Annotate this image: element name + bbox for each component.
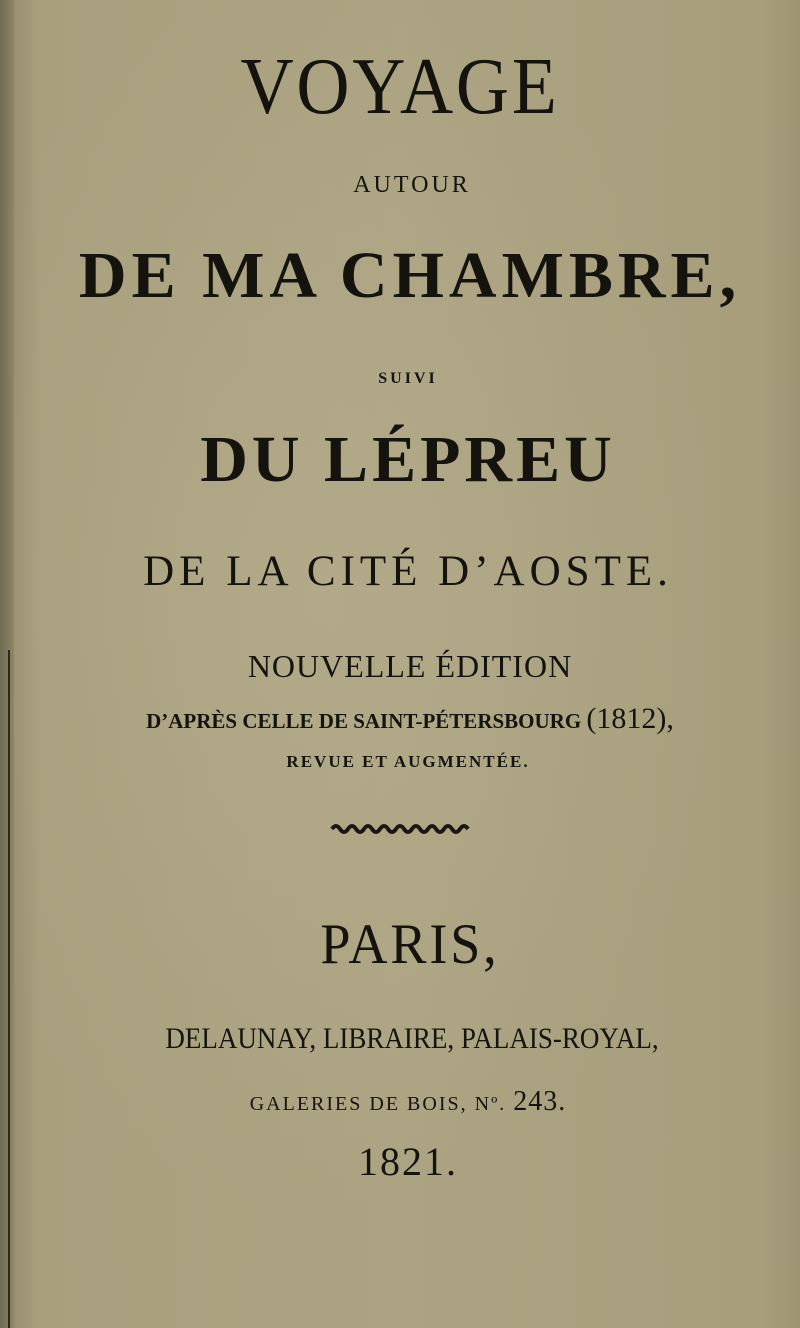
title-du-lepreu: DU LÉPREU <box>200 423 616 496</box>
title-voyage: VOYAGE <box>240 43 560 131</box>
imprint-year: 1821. <box>358 1139 458 1184</box>
imprint-address-number: 243. <box>513 1086 567 1117</box>
title-autour: AUTOUR <box>353 172 471 198</box>
edition-source-line <box>10 702 800 736</box>
imprint-address <box>8 1086 800 1118</box>
edition-line: NOUVELLE ÉDITION <box>247 648 573 684</box>
title-cite-daoste: DE LA CITÉ D’AOSTE. <box>143 548 673 595</box>
ornament-rule-icon <box>330 822 470 836</box>
imprint-publisher: DELAUNAY, LIBRAIRE, PALAIS-ROYAL, <box>165 1022 659 1055</box>
imprint-address-text: GALERIES DE BOIS, Nº. <box>249 1093 514 1115</box>
imprint-city: PARIS, <box>320 913 500 976</box>
edition-source-year: (1812), <box>586 702 674 735</box>
decorative-rule <box>0 822 800 839</box>
edition-source-text: D’APRÈS CELLE DE SAINT-PÉTERSBOURG <box>146 709 587 733</box>
subtitle-suivi: SUIVI <box>378 370 438 387</box>
title-de-ma-chambre: DE MA CHAMBRE, <box>78 239 742 312</box>
revised-line: REVUE ET AUGMENTÉE. <box>286 752 530 771</box>
